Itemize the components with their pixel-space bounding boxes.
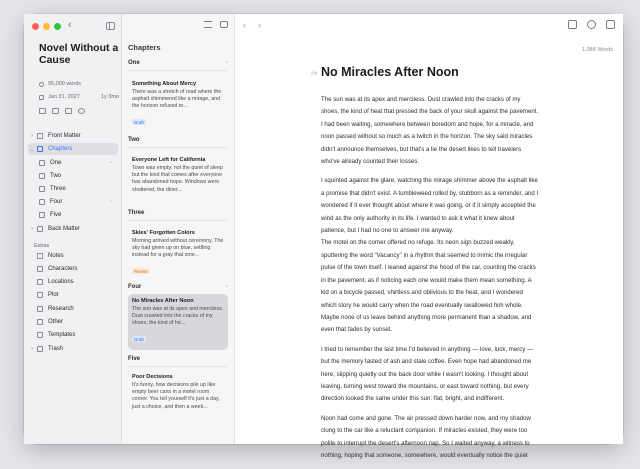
project-title: Novel Without a Cause [39,42,119,66]
sidebar-item-chapter-one[interactable] [38,157,118,169]
sidebar-item-label: Trash [48,346,64,352]
sidebar-item-other[interactable] [28,316,118,328]
target-icon [39,82,44,87]
paragraph: The motel on the corner offered no refuge. Its neon sign buzzed weakly, sputtering the word "Vacancy" in a rhythm that seemed to mimic the irregular pulse of the town itself. I leaned against the hood of the car, counting the cracks in the pavement, as if noticing each one would make them mean something. A kid on a bicycle passed, shirtless and oblivious to the heat, and I wondered which story he would carry when the road eventually swallowed him whole. Maybe none of us leave behind anything more permanent than a shadow, and even that fades by sunset. [321,239,536,334]
chapter-list-header: Chapters [128,43,161,52]
inspector-toggle-icon[interactable] [606,20,615,29]
chapter-card[interactable] [128,153,228,198]
heading-marker-icon: ## [311,71,318,77]
sidebar-item-label: Front Matter [48,133,81,139]
folder-icon [37,133,43,139]
chapter-card-selected[interactable] [128,294,228,350]
sidebar-item-plot[interactable] [28,289,118,301]
chapter-list-pane [122,14,235,444]
chevron-down-icon[interactable]: ⌄ [29,146,35,153]
pin-icon: ◔ [224,60,228,66]
pin-icon: ◔ [108,199,112,205]
pin-icon: ◔ [224,284,228,290]
sidebar-toggle-icon[interactable] [106,22,115,30]
sidebar-item-front-matter[interactable] [28,130,118,142]
word-goal-label: 95,000 words [48,81,82,87]
status-badge: Draft [134,336,144,342]
editor-pane [235,14,623,459]
sidebar-item-label: Locations [48,279,74,285]
chapter-group-header [128,210,228,216]
group-label: Three [128,210,145,216]
status-badge: Draft [134,119,144,125]
chapter-card-title: Everyone Left for California [132,157,206,163]
more-icon[interactable] [78,108,85,114]
sidebar-item-label: Five [50,212,62,218]
chapter-group-header [128,137,228,143]
chapter-card-excerpt: It's funny, how decisions pile up like empty beer cans in a motel room corner. You tell yourself it's just a day, just a choice, and then a week... [132,382,220,410]
sidebar-item-back-matter[interactable] [28,223,118,235]
sidebar-item-research[interactable] [28,303,118,315]
project-deadline [39,94,119,100]
chevron-right-icon[interactable]: › [31,133,33,139]
chapter-group-header [128,356,228,362]
chapter-card[interactable] [128,370,228,415]
word-count: 1,088 Words [581,47,613,53]
paragraph: Noon had come and gone. The air pressed down harder now, and my shadow clung to the car like a reluctant companion. If miracles existed, they were too polite to interrupt the desert's afternoon nap. So I waited anyway, a witness to nothing, hoping that someone, somewhere, would eventually notice the quiet [321,414,531,459]
history-navigation [243,20,261,30]
document-icon [39,173,45,179]
document-icon [39,212,45,218]
editor-toolbar [568,20,615,29]
document-body[interactable] [321,94,539,469]
research-icon [37,306,43,312]
sidebar-item-label: Three [50,186,66,192]
window-controls [32,23,61,30]
chapter-card[interactable] [128,77,228,133]
chapter-card-excerpt: Morning arrived without ceremony. The sky had given up on blue, settling instead for a gray that sme... [132,238,224,259]
close-window-button[interactable] [32,23,39,30]
stats-icon[interactable] [39,108,46,114]
group-label: One [128,60,140,66]
sidebar-item-chapter-three[interactable] [38,183,118,195]
group-label: Four [128,284,142,290]
project-toolbar [39,108,85,114]
sidebar-item-label: Templates [48,332,76,338]
zoom-window-button[interactable] [54,23,61,30]
chapter-card[interactable] [128,226,228,282]
sidebar-item-chapter-two[interactable] [38,170,118,182]
project-sidebar [24,14,122,444]
folder-icon [37,226,43,232]
sidebar-item-label: Characters [48,266,78,272]
chapter-card-title: Skies' Forgotten Colors [132,230,195,236]
sidebar-item-templates[interactable] [28,329,118,341]
chapter-card-title: Poor Decisions [132,374,173,380]
sidebar-item-locations[interactable] [28,276,118,288]
minimize-window-button[interactable] [43,23,50,30]
notes-icon [37,253,43,259]
document-icon [39,186,45,192]
filter-icon[interactable] [204,21,212,28]
status-badge: Revise [134,268,148,274]
chapter-group-header [128,60,228,66]
sidebar-item-label: Notes [48,253,64,259]
sidebar-item-notes[interactable] [28,250,118,262]
sidebar-item-label: Research [48,306,74,312]
pin-icon: ◔ [108,160,112,166]
sidebar-item-label: Other [48,319,64,325]
document-title[interactable]: No Miracles After Noon [321,65,459,79]
back-arrow-icon[interactable]: ‹ [243,20,246,30]
group-label: Five [128,356,141,362]
sidebar-item-trash[interactable] [28,343,118,355]
app-window [24,14,623,459]
trash-icon [37,346,43,352]
export-icon[interactable] [52,108,59,114]
paragraph: I squinted against the glare, watching the mirage shimmer above the asphalt like a promise that didn't exist. A tumbleweed rolled by, stubborn as a reminder, and I wondered if it ever thought about where it was going, or if it simply accepted the wind as the only authority in its life. I wanted to ask it what it knew about patience, but I had no one to answer me anyway. [321,177,539,235]
sidebar-item-chapter-four[interactable] [38,196,118,208]
document-icon [39,160,45,166]
chapter-card-title: No Miracles After Noon [132,298,194,304]
layout-icon[interactable] [65,108,72,114]
chevron-left-icon[interactable]: ‹ [68,19,72,31]
compose-icon[interactable] [220,21,228,28]
sidebar-item-label: Four [50,199,63,205]
time-remaining-label: 1y 3mo [100,94,119,100]
sidebar-item-characters[interactable] [28,263,118,275]
sidebar-item-label: Two [50,173,62,179]
paragraph: I tried to remember the last time I'd believed in anything — love, luck, mercy — but the memory tasted of ash and stale coffee. Even hope had abandoned me here, slipping quietly out the back door while I wasn't looking. I thought about leaving, turning west toward the mountains, or east toward nothing, but every direction looked the same under this sun: flat, bright, and indifferent. [321,345,534,403]
calendar-icon [39,95,44,100]
search-icon[interactable] [587,20,596,29]
share-icon[interactable] [568,20,577,29]
forward-arrow-icon[interactable]: › [258,20,261,30]
deadline-label: Jan 31, 2027 [48,94,80,100]
chevron-right-icon[interactable]: › [31,226,33,232]
chapter-card-excerpt: There was a stretch of road where the asphalt shimmered like a mirage, and the horizon refused to... [132,89,222,110]
sidebar-item-label: Plot [48,292,59,298]
locations-icon [37,279,43,285]
characters-icon [37,266,43,272]
group-label: Two [128,137,140,143]
templates-icon [37,332,43,338]
paragraph: The sun was at its apex and merciless. Dust crawled into the cracks of my shoes, the kind of heat that pressed the back of your skull against the pavement. I had been waiting, somewhere between boredom and hope, for a miracle, and noon passed without so much as a twitch in the horizon. The sky said miracles didn't announce themselves, but that's a lie the desert likes to tell travelers who've already counted their losses. [321,96,539,166]
sidebar-item-label: One [50,160,62,166]
chapter-card-title: Something About Mercy [132,81,197,87]
sidebar-item-chapters[interactable] [28,143,118,155]
chapter-card-excerpt: Town was empty, not the quiet of sleep but the kind that comes after everyone has abandoned hope. Windows were shuttered, the diner... [132,165,223,193]
chapter-card-excerpt: The sun was at its apex and merciless. Dust crawled into the cracks of my shoes, the kind of he... [132,306,224,327]
folder-icon [37,146,43,152]
folder-icon [37,319,43,325]
chevron-right-icon[interactable]: › [31,346,33,352]
sidebar-item-label: Chapters [48,146,73,152]
project-word-goal [39,81,81,87]
sidebar-item-chapter-five[interactable] [38,209,118,221]
chapter-group-header [128,284,228,290]
sidebar-item-label: Back Matter [48,226,81,232]
document-icon [39,199,45,205]
plot-icon [37,292,43,298]
chapter-list-toolbar [204,21,228,28]
extras-header: Extras [34,243,50,249]
